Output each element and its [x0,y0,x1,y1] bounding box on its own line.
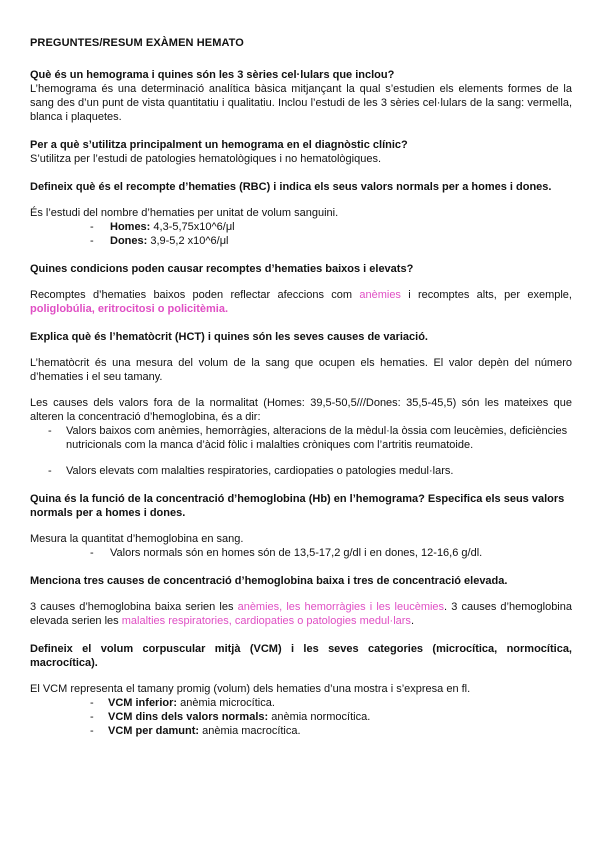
question-6: Quina és la funció de la concentració d’hemoglobina (Hb) en l’hemograma? Especifica els seus valors normals per a homes i dones. [30,493,565,519]
hb-values-list [30,546,572,560]
answer-7: 3 causes d’hemoglobina baixa serien les anèmies, les hemorràgies i les leucèmies. 3 causes d’hemoglobina elevada serien les malalties respiratories, cardiopaties o patologies medul·lars. [30,601,572,627]
question-7: Menciona tres causes de concentració d’hemoglobina baixa i tres de concentració elevada. [30,575,508,587]
document-title: PREGUNTES/RESUM EXÀMEN HEMATO [30,37,244,49]
list-item: - Homes: 4,3-5,75x10^6/μl [30,220,572,234]
highlight-text: malalties respiratories, cardiopaties o patologies medul·lars [121,615,411,627]
answer-4: Recomptes d’hematies baixos poden reflectar afeccions com anèmies i recomptes alts, per exemple, poliglobúlia, eritrocitosi o policitèmia. [30,289,572,315]
answer-6: Mesura la quantitat d’hemoglobina en sang. [30,533,244,545]
question-3: Defineix què és el recompte d’hematies (RBC) i indica els seus valors normals per a homes i dones. [30,181,552,193]
hct-causes-list [30,424,572,478]
question-2: Per a què s’utilitza principalment un hemograma en el diagnòstic clínic? [30,139,408,151]
question-1: Què és un hemograma i quines són les 3 sèries cel·lulars que inclou? [30,69,395,81]
list-item: - Dones: 3,9-5,2 x10^6/μl [30,234,572,248]
question-5: Explica què és l’hematòcrit (HCT) i quines són les seves causes de variació. [30,331,428,343]
vcm-categories-list [30,696,572,738]
list-item: - Valors normals són en homes són de 13,5-17,2 g/dl i en dones, 12-16,6 g/dl. [30,546,572,560]
rbc-values-list [30,220,572,248]
question-4: Quines condicions poden causar recomptes d’hematies baixos i elevats? [30,263,414,275]
list-item: - Valors elevats com malalties respiratories, cardiopaties o patologies medul·lars. [30,464,572,478]
answer-2: S’utilitza per l’estudi de patologies hematològiques i no hematològiques. [30,153,382,165]
highlight-text: poliglobúlia, eritrocitosi o policitèmia. [30,303,229,315]
list-item: - Valors baixos com anèmies, hemorràgies, alteracions de la mèdul·la òssia com leucèmies, deficiències nutricionals com la manca d’àcid fòlic i malalties cròniques com l’artritis reumatoide. [30,424,572,452]
answer-3: És l’estudi del nombre d’hematies per unitat de volum sanguini. [30,207,339,219]
highlight-text: anèmies [359,289,401,301]
answer-1: L’hemograma és una determinació analítica bàsica mitjançant la qual s’estudien els elements formes de la sang des d’un punt de vista quantitatiu i qualitatiu. Inclou l’estudi de les 3 sèries cel·lulars de la sang: vermella, blanca i plaquetes. [30,83,572,123]
list-item: - VCM dins dels valors normals: anèmia normocítica. [30,710,572,724]
list-item: - VCM per damunt: anèmia macrocítica. [30,724,572,738]
list-item: - VCM inferior: anèmia microcítica. [30,696,572,710]
answer-5b: Les causes dels valors fora de la normalitat (Homes: 39,5-50,5///Dones: 35,5-45,5) són les mateixes que alteren la concentració d’hemoglobina, és a dir: [30,397,572,423]
question-8: Defineix el volum corpuscular mitjà (VCM) i les seves categories (microcítica, normocítica, macrocítica). [30,643,572,669]
answer-8: El VCM representa el tamany promig (volum) dels hematies d’una mostra i s’expresa en fl. [30,683,471,695]
answer-5a: L’hematòcrit és una mesura del volum de la sang que ocupen els hematies. El valor depèn del número d’hematies i el seu tamany. [30,357,572,383]
highlight-text: anèmies, les hemorràgies i les leucèmies [237,601,445,613]
